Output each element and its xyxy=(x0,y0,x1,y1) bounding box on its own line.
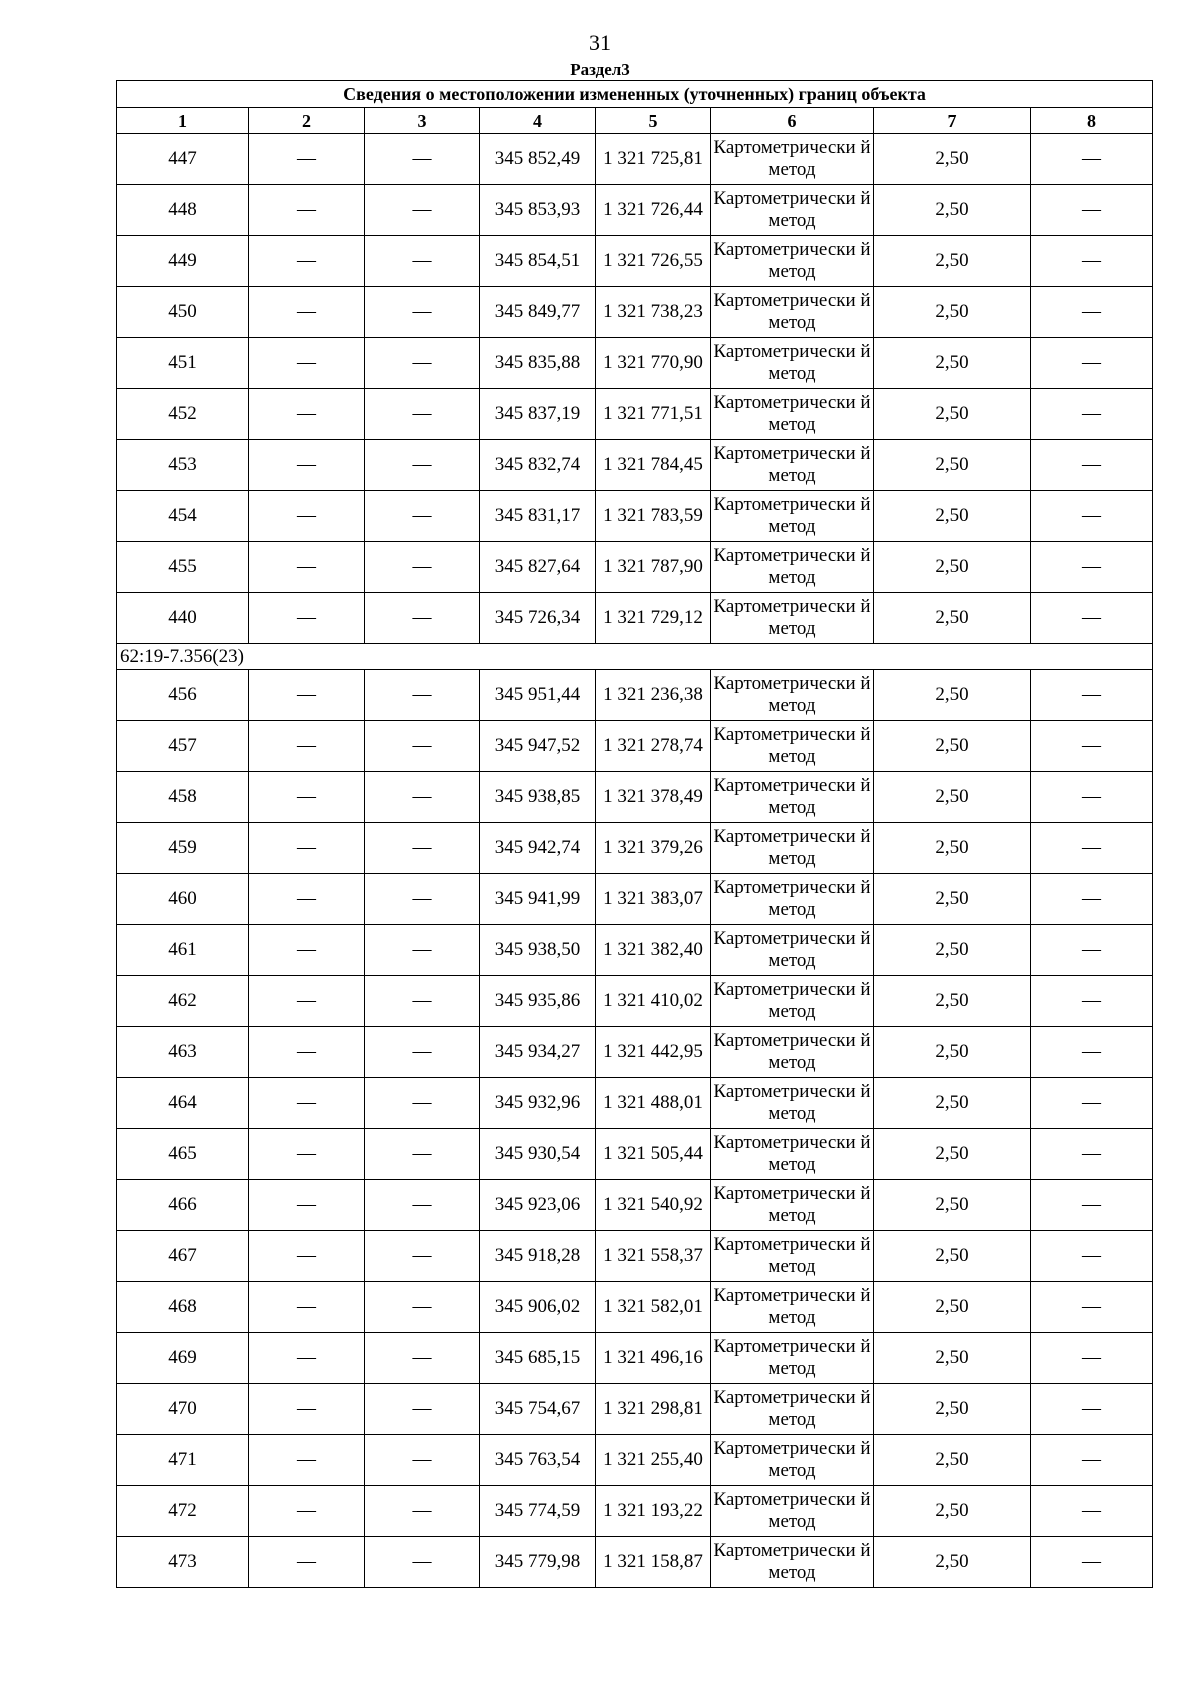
table-row xyxy=(117,874,1153,925)
accuracy-cell: 2,50 xyxy=(874,338,1031,389)
empty-dash-cell: — xyxy=(1031,440,1153,491)
table-row xyxy=(117,721,1153,772)
table-row xyxy=(117,593,1153,644)
empty-dash-cell: — xyxy=(249,287,365,338)
accuracy-cell: 2,50 xyxy=(874,1333,1031,1384)
y-coordinate-cell: 1 321 410,02 xyxy=(596,976,711,1027)
accuracy-cell: 2,50 xyxy=(874,491,1031,542)
y-coordinate-cell: 1 321 382,40 xyxy=(596,925,711,976)
accuracy-cell: 2,50 xyxy=(874,185,1031,236)
y-coordinate-cell: 1 321 726,55 xyxy=(596,236,711,287)
method-cell: Картометрически й метод xyxy=(711,1435,874,1486)
cadastral-group-row xyxy=(117,644,1153,670)
point-number-cell: 465 xyxy=(117,1129,249,1180)
y-coordinate-cell: 1 321 378,49 xyxy=(596,772,711,823)
point-number-cell: 470 xyxy=(117,1384,249,1435)
empty-dash-cell: — xyxy=(249,491,365,542)
accuracy-cell: 2,50 xyxy=(874,593,1031,644)
x-coordinate-cell: 345 930,54 xyxy=(480,1129,596,1180)
empty-dash-cell: — xyxy=(249,440,365,491)
empty-dash-cell: — xyxy=(1031,1078,1153,1129)
method-cell: Картометрически й метод xyxy=(711,491,874,542)
accuracy-cell: 2,50 xyxy=(874,1129,1031,1180)
empty-dash-cell: — xyxy=(365,976,480,1027)
table-row xyxy=(117,1282,1153,1333)
method-cell: Картометрически й метод xyxy=(711,236,874,287)
point-number-cell: 463 xyxy=(117,1027,249,1078)
y-coordinate-cell: 1 321 278,74 xyxy=(596,721,711,772)
accuracy-cell: 2,50 xyxy=(874,1384,1031,1435)
table-row xyxy=(117,491,1153,542)
accuracy-cell: 2,50 xyxy=(874,976,1031,1027)
method-cell: Картометрически й метод xyxy=(711,389,874,440)
point-number-cell: 452 xyxy=(117,389,249,440)
point-number-cell: 461 xyxy=(117,925,249,976)
accuracy-cell: 2,50 xyxy=(874,874,1031,925)
empty-dash-cell: — xyxy=(1031,593,1153,644)
method-cell: Картометрически й метод xyxy=(711,1129,874,1180)
point-number-cell: 454 xyxy=(117,491,249,542)
accuracy-cell: 2,50 xyxy=(874,134,1031,185)
x-coordinate-cell: 345 853,93 xyxy=(480,185,596,236)
table-row xyxy=(117,976,1153,1027)
method-cell: Картометрически й метод xyxy=(711,976,874,1027)
method-cell: Картометрически й метод xyxy=(711,1027,874,1078)
point-number-cell: 469 xyxy=(117,1333,249,1384)
empty-dash-cell: — xyxy=(249,1180,365,1231)
method-cell: Картометрически й метод xyxy=(711,1180,874,1231)
y-coordinate-cell: 1 321 236,38 xyxy=(596,670,711,721)
empty-dash-cell: — xyxy=(1031,1537,1153,1588)
empty-dash-cell: — xyxy=(365,440,480,491)
method-cell: Картометрически й метод xyxy=(711,823,874,874)
empty-dash-cell: — xyxy=(249,976,365,1027)
empty-dash-cell: — xyxy=(249,721,365,772)
point-number-cell: 462 xyxy=(117,976,249,1027)
x-coordinate-cell: 345 726,34 xyxy=(480,593,596,644)
x-coordinate-cell: 345 774,59 xyxy=(480,1486,596,1537)
y-coordinate-cell: 1 321 298,81 xyxy=(596,1384,711,1435)
table-row xyxy=(117,1435,1153,1486)
empty-dash-cell: — xyxy=(249,1384,365,1435)
empty-dash-cell: — xyxy=(365,1180,480,1231)
y-coordinate-cell: 1 321 442,95 xyxy=(596,1027,711,1078)
accuracy-cell: 2,50 xyxy=(874,721,1031,772)
empty-dash-cell: — xyxy=(249,542,365,593)
point-number-cell: 473 xyxy=(117,1537,249,1588)
column-number: 7 xyxy=(874,108,1031,134)
method-cell: Картометрически й метод xyxy=(711,338,874,389)
point-number-cell: 449 xyxy=(117,236,249,287)
point-number-cell: 459 xyxy=(117,823,249,874)
empty-dash-cell: — xyxy=(1031,542,1153,593)
empty-dash-cell: — xyxy=(249,874,365,925)
empty-dash-cell: — xyxy=(249,389,365,440)
method-cell: Картометрически й метод xyxy=(711,670,874,721)
empty-dash-cell: — xyxy=(365,1129,480,1180)
x-coordinate-cell: 345 831,17 xyxy=(480,491,596,542)
accuracy-cell: 2,50 xyxy=(874,1180,1031,1231)
empty-dash-cell: — xyxy=(1031,134,1153,185)
accuracy-cell: 2,50 xyxy=(874,389,1031,440)
method-cell: Картометрически й метод xyxy=(711,542,874,593)
method-cell: Картометрически й метод xyxy=(711,1537,874,1588)
empty-dash-cell: — xyxy=(1031,874,1153,925)
empty-dash-cell: — xyxy=(249,925,365,976)
table-row xyxy=(117,338,1153,389)
x-coordinate-cell: 345 935,86 xyxy=(480,976,596,1027)
table-row xyxy=(117,134,1153,185)
empty-dash-cell: — xyxy=(1031,236,1153,287)
empty-dash-cell: — xyxy=(249,670,365,721)
column-number: 4 xyxy=(480,108,596,134)
x-coordinate-cell: 345 906,02 xyxy=(480,1282,596,1333)
x-coordinate-cell: 345 938,50 xyxy=(480,925,596,976)
empty-dash-cell: — xyxy=(365,823,480,874)
column-number: 1 xyxy=(117,108,249,134)
y-coordinate-cell: 1 321 496,16 xyxy=(596,1333,711,1384)
y-coordinate-cell: 1 321 383,07 xyxy=(596,874,711,925)
x-coordinate-cell: 345 942,74 xyxy=(480,823,596,874)
section-title: Раздел3 xyxy=(570,60,630,79)
method-cell: Картометрически й метод xyxy=(711,772,874,823)
table-row xyxy=(117,772,1153,823)
empty-dash-cell: — xyxy=(249,1333,365,1384)
x-coordinate-cell: 345 932,96 xyxy=(480,1078,596,1129)
x-coordinate-cell: 345 941,99 xyxy=(480,874,596,925)
x-coordinate-cell: 345 832,74 xyxy=(480,440,596,491)
empty-dash-cell: — xyxy=(1031,925,1153,976)
point-number-cell: 448 xyxy=(117,185,249,236)
method-cell: Картометрически й метод xyxy=(711,1333,874,1384)
empty-dash-cell: — xyxy=(1031,976,1153,1027)
table-row xyxy=(117,1537,1153,1588)
empty-dash-cell: — xyxy=(365,670,480,721)
table-row xyxy=(117,925,1153,976)
empty-dash-cell: — xyxy=(1031,389,1153,440)
x-coordinate-cell: 345 837,19 xyxy=(480,389,596,440)
empty-dash-cell: — xyxy=(365,338,480,389)
column-number: 8 xyxy=(1031,108,1153,134)
x-coordinate-cell: 345 947,52 xyxy=(480,721,596,772)
empty-dash-cell: — xyxy=(249,1486,365,1537)
point-number-cell: 453 xyxy=(117,440,249,491)
point-number-cell: 457 xyxy=(117,721,249,772)
empty-dash-cell: — xyxy=(1031,1129,1153,1180)
y-coordinate-cell: 1 321 770,90 xyxy=(596,338,711,389)
empty-dash-cell: — xyxy=(249,593,365,644)
table-caption: Сведения о местоположении измененных (уточненных) границ объекта xyxy=(117,81,1153,108)
table-row xyxy=(117,236,1153,287)
table-row xyxy=(117,440,1153,491)
method-cell: Картометрически й метод xyxy=(711,925,874,976)
point-number-cell: 450 xyxy=(117,287,249,338)
y-coordinate-cell: 1 321 488,01 xyxy=(596,1078,711,1129)
method-cell: Картометрически й метод xyxy=(711,874,874,925)
empty-dash-cell: — xyxy=(1031,1231,1153,1282)
table-body xyxy=(117,81,1153,1588)
y-coordinate-cell: 1 321 582,01 xyxy=(596,1282,711,1333)
empty-dash-cell: — xyxy=(365,1384,480,1435)
point-number-cell: 472 xyxy=(117,1486,249,1537)
accuracy-cell: 2,50 xyxy=(874,1231,1031,1282)
point-number-cell: 458 xyxy=(117,772,249,823)
accuracy-cell: 2,50 xyxy=(874,1435,1031,1486)
table-row xyxy=(117,1129,1153,1180)
accuracy-cell: 2,50 xyxy=(874,1078,1031,1129)
x-coordinate-cell: 345 763,54 xyxy=(480,1435,596,1486)
table-row xyxy=(117,1027,1153,1078)
empty-dash-cell: — xyxy=(249,185,365,236)
empty-dash-cell: — xyxy=(1031,338,1153,389)
x-coordinate-cell: 345 849,77 xyxy=(480,287,596,338)
empty-dash-cell: — xyxy=(249,1282,365,1333)
table-row xyxy=(117,1384,1153,1435)
accuracy-cell: 2,50 xyxy=(874,236,1031,287)
method-cell: Картометрически й метод xyxy=(711,1078,874,1129)
accuracy-cell: 2,50 xyxy=(874,1282,1031,1333)
y-coordinate-cell: 1 321 725,81 xyxy=(596,134,711,185)
empty-dash-cell: — xyxy=(365,185,480,236)
point-number-cell: 456 xyxy=(117,670,249,721)
method-cell: Картометрически й метод xyxy=(711,1231,874,1282)
empty-dash-cell: — xyxy=(365,1486,480,1537)
empty-dash-cell: — xyxy=(365,1537,480,1588)
table-row xyxy=(117,1333,1153,1384)
table-row xyxy=(117,542,1153,593)
y-coordinate-cell: 1 321 783,59 xyxy=(596,491,711,542)
x-coordinate-cell: 345 938,85 xyxy=(480,772,596,823)
table-row xyxy=(117,670,1153,721)
accuracy-cell: 2,50 xyxy=(874,670,1031,721)
y-coordinate-cell: 1 321 729,12 xyxy=(596,593,711,644)
boundary-coordinates-table xyxy=(116,80,1153,1588)
y-coordinate-cell: 1 321 540,92 xyxy=(596,1180,711,1231)
cadastral-group-label: 62:19-7.356(23) xyxy=(117,644,1153,670)
empty-dash-cell: — xyxy=(249,134,365,185)
column-number: 3 xyxy=(365,108,480,134)
x-coordinate-cell: 345 779,98 xyxy=(480,1537,596,1588)
empty-dash-cell: — xyxy=(1031,287,1153,338)
accuracy-cell: 2,50 xyxy=(874,823,1031,874)
empty-dash-cell: — xyxy=(1031,1180,1153,1231)
empty-dash-cell: — xyxy=(249,1129,365,1180)
accuracy-cell: 2,50 xyxy=(874,925,1031,976)
empty-dash-cell: — xyxy=(365,287,480,338)
empty-dash-cell: — xyxy=(1031,1384,1153,1435)
method-cell: Картометрически й метод xyxy=(711,440,874,491)
table-row xyxy=(117,389,1153,440)
y-coordinate-cell: 1 321 193,22 xyxy=(596,1486,711,1537)
table-row xyxy=(117,1231,1153,1282)
point-number-cell: 471 xyxy=(117,1435,249,1486)
method-cell: Картометрически й метод xyxy=(711,1486,874,1537)
x-coordinate-cell: 345 918,28 xyxy=(480,1231,596,1282)
point-number-cell: 447 xyxy=(117,134,249,185)
y-coordinate-cell: 1 321 784,45 xyxy=(596,440,711,491)
empty-dash-cell: — xyxy=(1031,721,1153,772)
method-cell: Картометрически й метод xyxy=(711,721,874,772)
empty-dash-cell: — xyxy=(249,1078,365,1129)
table-caption-row xyxy=(117,81,1153,108)
empty-dash-cell: — xyxy=(249,1435,365,1486)
empty-dash-cell: — xyxy=(1031,1486,1153,1537)
column-number: 5 xyxy=(596,108,711,134)
empty-dash-cell: — xyxy=(365,721,480,772)
point-number-cell: 464 xyxy=(117,1078,249,1129)
point-number-cell: 466 xyxy=(117,1180,249,1231)
accuracy-cell: 2,50 xyxy=(874,440,1031,491)
empty-dash-cell: — xyxy=(1031,772,1153,823)
method-cell: Картометрически й метод xyxy=(711,287,874,338)
y-coordinate-cell: 1 321 558,37 xyxy=(596,1231,711,1282)
x-coordinate-cell: 345 685,15 xyxy=(480,1333,596,1384)
point-number-cell: 455 xyxy=(117,542,249,593)
method-cell: Картометрически й метод xyxy=(711,134,874,185)
point-number-cell: 451 xyxy=(117,338,249,389)
x-coordinate-cell: 345 852,49 xyxy=(480,134,596,185)
accuracy-cell: 2,50 xyxy=(874,287,1031,338)
empty-dash-cell: — xyxy=(1031,823,1153,874)
empty-dash-cell: — xyxy=(1031,1282,1153,1333)
empty-dash-cell: — xyxy=(249,338,365,389)
empty-dash-cell: — xyxy=(365,1027,480,1078)
method-cell: Картометрически й метод xyxy=(711,593,874,644)
table-row xyxy=(117,185,1153,236)
empty-dash-cell: — xyxy=(249,823,365,874)
empty-dash-cell: — xyxy=(1031,491,1153,542)
empty-dash-cell: — xyxy=(365,874,480,925)
empty-dash-cell: — xyxy=(1031,670,1153,721)
accuracy-cell: 2,50 xyxy=(874,772,1031,823)
empty-dash-cell: — xyxy=(365,389,480,440)
y-coordinate-cell: 1 321 379,26 xyxy=(596,823,711,874)
y-coordinate-cell: 1 321 726,44 xyxy=(596,185,711,236)
x-coordinate-cell: 345 754,67 xyxy=(480,1384,596,1435)
method-cell: Картометрически й метод xyxy=(711,185,874,236)
y-coordinate-cell: 1 321 771,51 xyxy=(596,389,711,440)
x-coordinate-cell: 345 854,51 xyxy=(480,236,596,287)
column-number: 6 xyxy=(711,108,874,134)
empty-dash-cell: — xyxy=(365,1078,480,1129)
method-cell: Картометрически й метод xyxy=(711,1384,874,1435)
y-coordinate-cell: 1 321 738,23 xyxy=(596,287,711,338)
empty-dash-cell: — xyxy=(249,1027,365,1078)
table-row xyxy=(117,1180,1153,1231)
empty-dash-cell: — xyxy=(365,236,480,287)
point-number-cell: 440 xyxy=(117,593,249,644)
empty-dash-cell: — xyxy=(365,491,480,542)
x-coordinate-cell: 345 951,44 xyxy=(480,670,596,721)
accuracy-cell: 2,50 xyxy=(874,1537,1031,1588)
point-number-cell: 468 xyxy=(117,1282,249,1333)
y-coordinate-cell: 1 321 158,87 xyxy=(596,1537,711,1588)
table-row xyxy=(117,1486,1153,1537)
point-number-cell: 460 xyxy=(117,874,249,925)
empty-dash-cell: — xyxy=(1031,1435,1153,1486)
column-numbers-row xyxy=(117,108,1153,134)
empty-dash-cell: — xyxy=(1031,1333,1153,1384)
page-number: 31 xyxy=(589,30,611,55)
empty-dash-cell: — xyxy=(249,1231,365,1282)
x-coordinate-cell: 345 835,88 xyxy=(480,338,596,389)
x-coordinate-cell: 345 934,27 xyxy=(480,1027,596,1078)
empty-dash-cell: — xyxy=(365,1333,480,1384)
point-number-cell: 467 xyxy=(117,1231,249,1282)
column-number: 2 xyxy=(249,108,365,134)
table-row xyxy=(117,287,1153,338)
empty-dash-cell: — xyxy=(365,925,480,976)
table-row xyxy=(117,823,1153,874)
x-coordinate-cell: 345 923,06 xyxy=(480,1180,596,1231)
empty-dash-cell: — xyxy=(1031,1027,1153,1078)
method-cell: Картометрически й метод xyxy=(711,1282,874,1333)
y-coordinate-cell: 1 321 787,90 xyxy=(596,542,711,593)
empty-dash-cell: — xyxy=(249,1537,365,1588)
accuracy-cell: 2,50 xyxy=(874,1486,1031,1537)
empty-dash-cell: — xyxy=(365,1435,480,1486)
y-coordinate-cell: 1 321 255,40 xyxy=(596,1435,711,1486)
empty-dash-cell: — xyxy=(249,772,365,823)
empty-dash-cell: — xyxy=(1031,185,1153,236)
empty-dash-cell: — xyxy=(249,236,365,287)
accuracy-cell: 2,50 xyxy=(874,542,1031,593)
empty-dash-cell: — xyxy=(365,1231,480,1282)
empty-dash-cell: — xyxy=(365,542,480,593)
empty-dash-cell: — xyxy=(365,593,480,644)
accuracy-cell: 2,50 xyxy=(874,1027,1031,1078)
empty-dash-cell: — xyxy=(365,772,480,823)
empty-dash-cell: — xyxy=(365,1282,480,1333)
y-coordinate-cell: 1 321 505,44 xyxy=(596,1129,711,1180)
x-coordinate-cell: 345 827,64 xyxy=(480,542,596,593)
table-row xyxy=(117,1078,1153,1129)
empty-dash-cell: — xyxy=(365,134,480,185)
